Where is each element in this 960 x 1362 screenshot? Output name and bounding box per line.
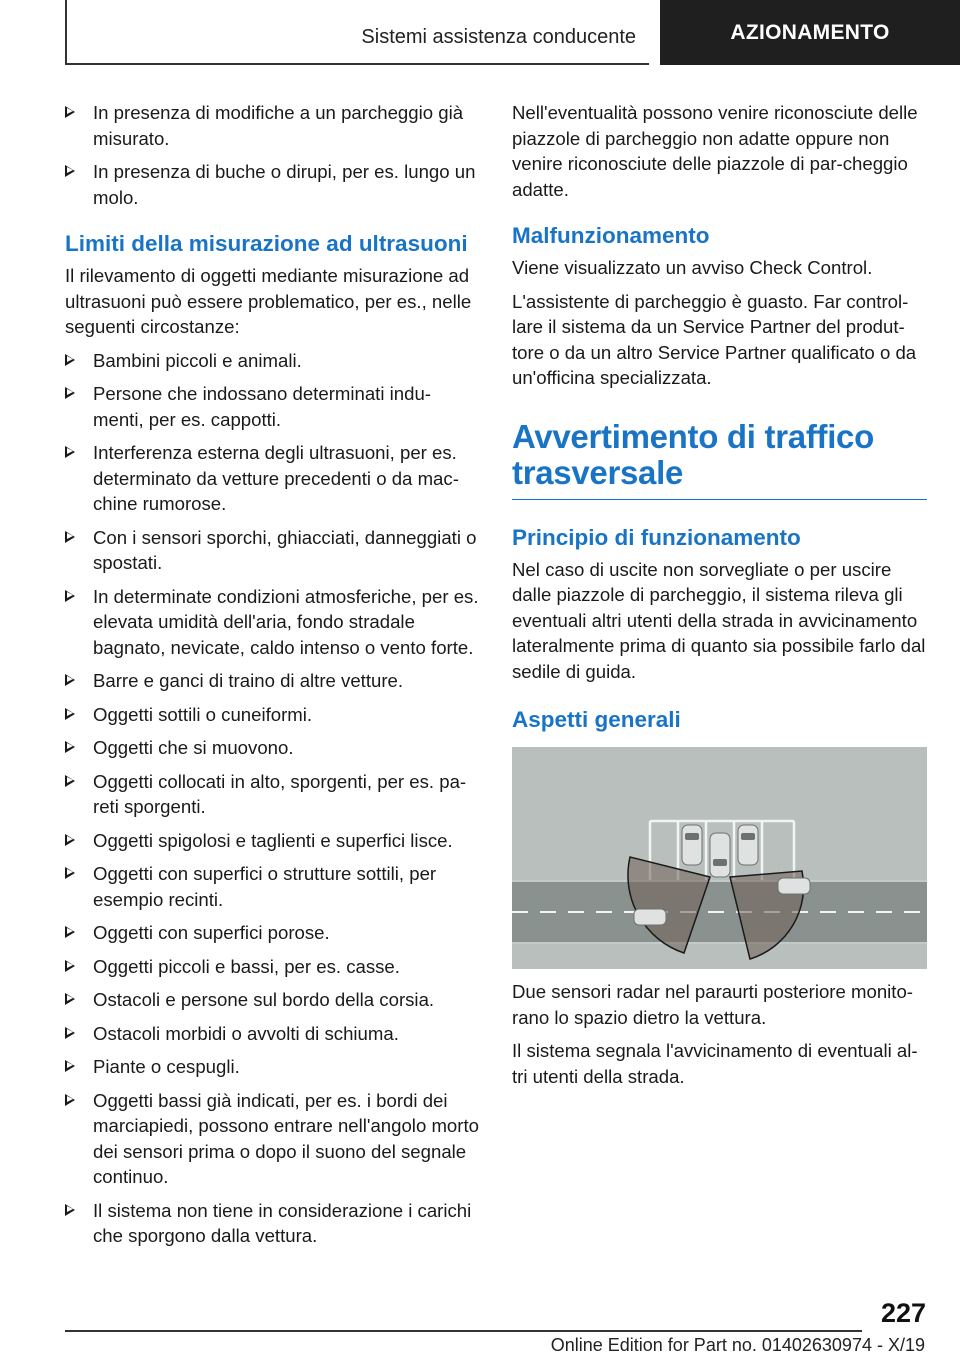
list-item: In presenza di buche o dirupi, per es. lungo un molo. xyxy=(65,159,480,210)
bullet-triangle-icon xyxy=(65,387,75,399)
list-item: Ostacoli morbidi o avvolti di schiuma. xyxy=(65,1021,480,1047)
list-item: Oggetti piccoli e bassi, per es. casse. xyxy=(65,954,480,980)
bullet-triangle-icon xyxy=(65,960,75,972)
bullet-triangle-icon xyxy=(65,1027,75,1039)
list-item: Piante o cespugli. xyxy=(65,1054,480,1080)
right-column xyxy=(512,100,927,1097)
bullet-triangle-icon xyxy=(65,775,75,787)
chapter-title-cross-traffic: Avvertimento di traffico trasversale xyxy=(512,419,927,500)
list-item: Oggetti che si muovono. xyxy=(65,735,480,761)
footer-rule xyxy=(65,1330,862,1332)
bullet-triangle-icon xyxy=(65,446,75,458)
bullet-triangle-icon xyxy=(65,1094,75,1106)
list-item: In presenza di modifiche a un parcheggio già misurato. xyxy=(65,100,480,151)
bullet-triangle-icon xyxy=(65,1060,75,1072)
header-section-title: Sistemi assistenza conducente xyxy=(361,26,636,48)
section-heading-general: Aspetti generali xyxy=(512,707,681,732)
list-item: Oggetti con superfici porose. xyxy=(65,920,480,946)
bullet-triangle-icon xyxy=(65,165,75,177)
page-number: 227 xyxy=(880,1298,926,1328)
paragraph-intro: Nell'eventualità possono venire riconosciute delle piazzole di parcheggio non adatte oppure non venire riconosciute delle piazzole di par-cheggio adatte. xyxy=(512,102,918,200)
list-item: Oggetti con superfici o strutture sottili, per esempio recinti. xyxy=(65,861,480,912)
list-item: Persone che indossano determinati indu-menti, per es. cappotti. xyxy=(65,381,480,432)
section-heading-malfunction: Malfunzionamento xyxy=(512,223,710,248)
left-column xyxy=(65,100,480,1257)
bullet-triangle-icon xyxy=(65,993,75,1005)
section-heading-ultrasonic: Limiti della misurazione ad ultrasuoni xyxy=(65,231,468,256)
paragraph-malfunction-1: Viene visualizzato un avviso Check Control. xyxy=(512,257,873,278)
header-rule-bottom xyxy=(65,63,649,65)
bullet-triangle-icon xyxy=(65,106,75,118)
section-heading-principle: Principio di funzionamento xyxy=(512,524,801,550)
bullet-triangle-icon xyxy=(65,867,75,879)
limits-bullet-list xyxy=(65,348,480,1249)
list-item: Interferenza esterna degli ultrasuoni, per es. determinato da vetture precedenti o da mac-chine rumorose. xyxy=(65,440,480,517)
list-item: In determinate condizioni atmosferiche, per es. elevata umidità dell'aria, fondo stradale bagnato, nevicate, caldo intenso o vento forte. xyxy=(65,584,480,661)
list-item: Oggetti sottili o cuneiformi. xyxy=(65,702,480,728)
list-item: Bambini piccoli e animali. xyxy=(65,348,480,374)
list-item: Ostacoli e persone sul bordo della corsia. xyxy=(65,987,480,1013)
list-item: Oggetti spigolosi e taglienti e superfici lisce. xyxy=(65,828,480,854)
list-item: Con i sensori sporchi, ghiacciati, danneggiati o spostati. xyxy=(65,525,480,576)
bullet-triangle-icon xyxy=(65,741,75,753)
paragraph-general-2: Il sistema segnala l'avvicinamento di eventuali al-tri utenti della strada. xyxy=(512,1040,918,1087)
bullet-triangle-icon xyxy=(65,674,75,686)
intro-bullet-list xyxy=(65,100,480,210)
bullet-triangle-icon xyxy=(65,531,75,543)
list-item: Oggetti collocati in alto, sporgenti, per es. pa-reti sporgenti. xyxy=(65,769,480,820)
bullet-triangle-icon xyxy=(65,926,75,938)
paragraph-principle: Nel caso di uscite non sorvegliate o per uscire dalle piazzole di parcheggio, il sistema rileva gli eventuali altri utenti della strada in avvicinamento lateralmente prima di quanto sia possibile farlo dal sedile di guida. xyxy=(512,558,926,682)
header-chapter-tab: AZIONAMENTO xyxy=(660,0,960,65)
cross-traffic-illustration xyxy=(512,747,927,969)
bullet-triangle-icon xyxy=(65,590,75,602)
list-item: Oggetti bassi già indicati, per es. i bordi dei marciapiedi, possono entrare nell'angolo morto dei sensori prima o dopo il suono del segnale continuo. xyxy=(65,1088,480,1190)
footer-edition-text: Online Edition for Part no. 01402630974 - X/19 xyxy=(550,1335,925,1355)
bullet-triangle-icon xyxy=(65,834,75,846)
paragraph-malfunction-2: L'assistente di parcheggio è guasto. Far control-lare il sistema da un Service Partner del produt-tore o da un altro Service Partner qualificato o da un'officina specializzata. xyxy=(512,290,917,388)
list-item: Il sistema non tiene in considerazione i carichi che sporgono dalla vettura. xyxy=(65,1198,480,1249)
bullet-triangle-icon xyxy=(65,1204,75,1216)
paragraph-ultrasonic: Il rilevamento di oggetti mediante misurazione ad ultrasuoni può essere problematico, per es., nelle seguenti circostanze: xyxy=(65,265,472,337)
bullet-triangle-icon xyxy=(65,708,75,720)
paragraph-general-1: Due sensori radar nel paraurti posteriore monito-rano lo spazio dietro la vettura. xyxy=(512,981,913,1028)
bullet-triangle-icon xyxy=(65,354,75,366)
list-item: Barre e ganci di traino di altre vetture. xyxy=(65,668,480,694)
